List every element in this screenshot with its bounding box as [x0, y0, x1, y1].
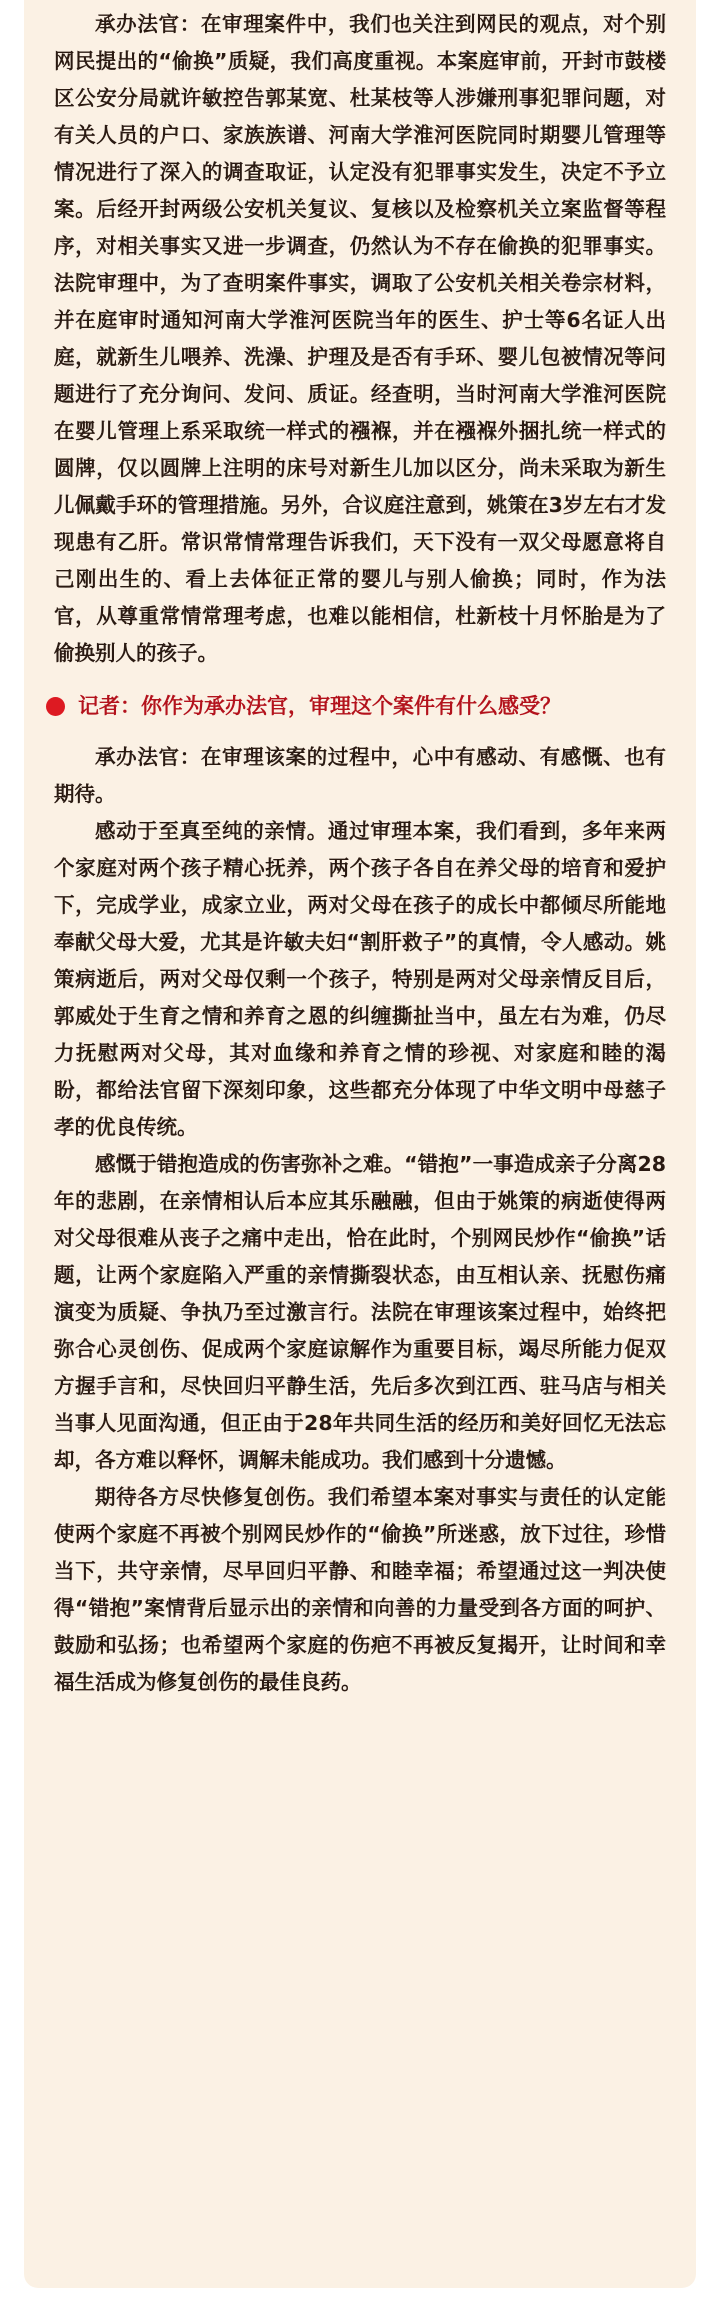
article-paragraph: 感慨于错抱造成的伤害弥补之难。“错抱”一事造成亲子分离28年的悲剧，在亲情相认后本应其乐融融，但由于姚策的病逝使得两对父母很难从丧子之痛中走出，恰在此时，个别网民炒作“偷换”话题，让两个家庭陷入严重的亲情撕裂状态，由互相认亲、抚慰伤痛演变为质疑、争执乃至过激言行。法院在审理该案过程中，始终把弥合心灵创伤、促成两个家庭谅解作为重要目标，竭尽所能力促双方握手言和，尽快回归平静生活，先后多次到江西、驻马店与相关当事人见面沟通，但正由于28年共同生活的经历和美好回忆无法忘却，各方难以释怀，调解未能成功。我们感到十分遗憾。: [54, 1152, 666, 1472]
reporter-question: [54, 688, 666, 725]
article-paragraph: 感动于至真至纯的亲情。通过审理本案，我们看到，多年来两个家庭对两个孩子精心抚养，两个孩子各自在养父母的培育和爱护下，完成学业，成家立业，两对父母在孩子的成长中都倾尽所能地奉献父母大爱，尤其是许敏夫妇“割肝救子”的真情，令人感动。姚策病逝后，两对父母仅剩一个孩子，特别是两对父母亲情反目后，郭威处于生育之情和养育之恩的纠缠撕扯当中，虽左右为难，仍尽力抚慰两对父母，其对血缘和养育之情的珍视、对家庭和睦的渴盼，都给法官留下深刻印象，这些都充分体现了中华文明中母慈子孝的优良传统。: [54, 819, 666, 1139]
article-paragraph: 承办法官：在审理案件中，我们也关注到网民的观点，对个别网民提出的“偷换”质疑，我们高度重视。本案庭审前，开封市鼓楼区公安分局就许敏控告郭某宽、杜某枝等人涉嫌刑事犯罪问题，对有关人员的户口、家族族谱、河南大学淮河医院同时期婴儿管理等情况进行了深入的调查取证，认定没有犯罪事实发生，决定不予立案。后经开封两级公安机关复议、复核以及检察机关立案监督等程序，对相关事实又进一步调查，仍然认为不存在偷换的犯罪事实。法院审理中，为了查明案件事实，调取了公安机关相关卷宗材料，并在庭审时通知河南大学淮河医院当年的医生、护士等6名证人出庭，就新生儿喂养、洗澡、护理及是否有手环、婴儿包被情况等问题进行了充分询问、发问、质证。经查明，当时河南大学淮河医院在婴儿管理上系采取统一样式的襁褓，并在襁褓外捆扎统一样式的圆牌，仅以圆牌上注明的床号对新生儿加以区分，尚未采取为新生儿佩戴手环的管理措施。另外，合议庭注意到，姚策在3岁左右才发现患有乙肝。常识常情常理告诉我们，天下没有一双父母愿意将自己刚出生的、看上去体征正常的婴儿与别人偷换；同时，作为法官，从尊重常情常理考虑，也难以能相信，杜新枝十月怀胎是为了偷换别人的孩子。: [54, 12, 666, 665]
article-paragraph: 承办法官：在审理该案的过程中，心中有感动、有感慨、也有期待。: [54, 745, 666, 806]
article-paragraph: 期待各方尽快修复创伤。我们希望本案对事实与责任的认定能使两个家庭不再被个别网民炒作的“偷换”所迷惑，放下过往，珍惜当下，共守亲情，尽早回归平静、和睦幸福；希望通过这一判决使得“错抱”案情背后显示出的亲情和向善的力量受到各方面的呵护、鼓励和弘扬；也希望两个家庭的伤疤不再被反复揭开，让时间和幸福生活成为修复创伤的最佳良药。: [54, 1485, 666, 1694]
question-text: 记者：你作为承办法官，审理这个案件有什么感受？: [78, 694, 561, 718]
article-card: [24, 0, 696, 2288]
bullet-dot-icon: [46, 697, 65, 716]
